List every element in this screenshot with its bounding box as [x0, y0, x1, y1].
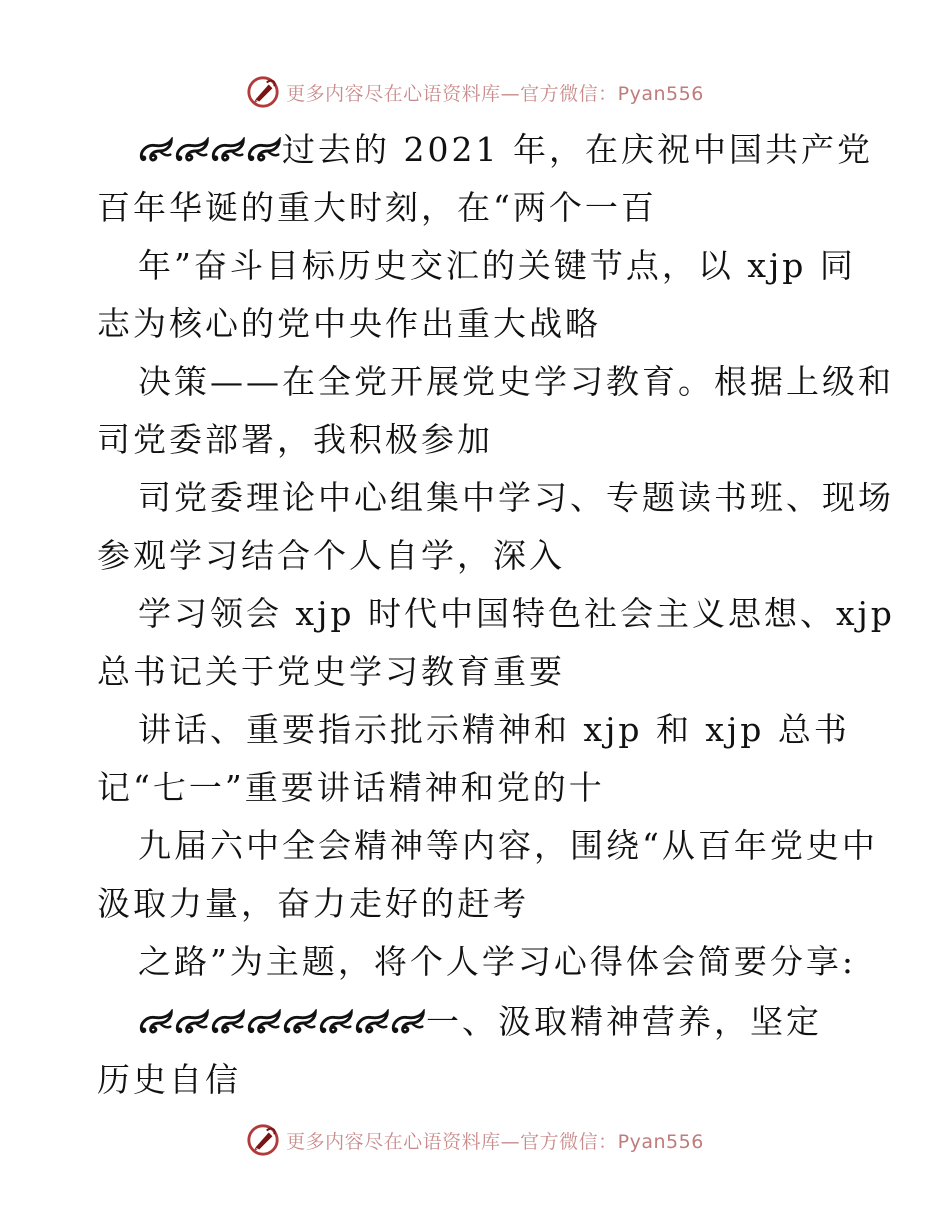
text-line-14: 汲取力量，奋力走好的赶考	[97, 884, 529, 923]
fleuron-icon	[282, 1002, 318, 1042]
fleuron-icon	[138, 130, 174, 170]
watermark-id: Pyan556	[617, 1130, 704, 1153]
text-line-10: 总书记关于党史学习教育重要	[97, 652, 565, 691]
fleuron-icon	[174, 130, 210, 170]
fleuron-icon	[354, 1002, 390, 1042]
watermark-text	[286, 1127, 704, 1154]
heading-text: 一、汲取精神营养，坚定	[426, 1002, 822, 1041]
text-line-17: 历史自信	[97, 1060, 241, 1099]
fleuron-icon	[246, 130, 282, 170]
fleuron-icon	[246, 1002, 282, 1042]
text-line-7: 司党委理论中心组集中学习、专题读书班、现场	[138, 478, 894, 517]
text-line-11: 讲话、重要指示批示精神和 xjp 和 xjp 总书	[138, 710, 850, 749]
text-line-16	[138, 1002, 822, 1042]
text-line-5: 决策——在全党开展党史学习教育。根据上级和	[138, 362, 894, 401]
text-line-2: 百年华诞的重大时刻，在“两个一百	[97, 188, 657, 227]
fleuron-icon	[390, 1002, 426, 1042]
fleuron-icon	[174, 1002, 210, 1042]
fleuron-icon	[318, 1002, 354, 1042]
text-line-13: 九届六中全会精神等内容，围绕“从百年党史中	[138, 826, 878, 865]
watermark-id: Pyan556	[617, 82, 704, 105]
text-line-12: 记“七一”重要讲话精神和党的十	[97, 768, 605, 807]
pen-logo-icon	[246, 1123, 280, 1157]
text-line-8: 参观学习结合个人自学，深入	[97, 536, 565, 575]
text-line-4: 志为核心的党中央作出重大战略	[97, 304, 601, 343]
text-line-6: 司党委部署，我积极参加	[97, 420, 493, 459]
watermark-label: 更多内容尽在心语资料库—官方微信：	[286, 82, 618, 105]
text-line-1	[138, 130, 873, 170]
fleuron-icon	[210, 1002, 246, 1042]
paragraph-text: 过去的 2021 年，在庆祝中国共产党	[282, 130, 873, 169]
text-line-9: 学习领会 xjp 时代中国特色社会主义思想、xjp	[138, 594, 895, 633]
fleuron-icon	[210, 130, 246, 170]
text-line-3: 年”奋斗目标历史交汇的关键节点，以 xjp 同	[138, 246, 856, 285]
watermark-label: 更多内容尽在心语资料库—官方微信：	[286, 1130, 618, 1153]
fleuron-icon	[138, 1002, 174, 1042]
watermark-banner-bottom	[0, 1120, 950, 1160]
text-line-15: 之路”为主题，将个人学习心得体会简要分享:	[138, 942, 856, 981]
